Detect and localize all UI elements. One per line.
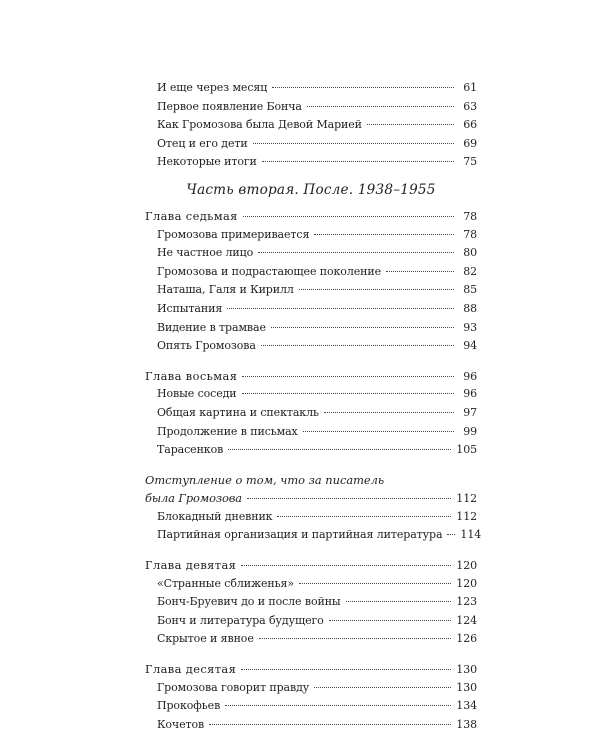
toc-entry[interactable] xyxy=(145,281,477,300)
toc-entry-page: 94 xyxy=(463,339,477,353)
toc-entry[interactable] xyxy=(145,116,477,135)
dot-leader xyxy=(241,669,451,670)
toc-entry-page: 114 xyxy=(460,528,482,542)
toc-entry-title: Блокадный дневник xyxy=(157,509,273,523)
toc-entry-page: 123 xyxy=(456,595,477,609)
toc-chapter-title: Глава восьмая xyxy=(145,368,238,383)
toc-chapter-page: 120 xyxy=(456,559,477,573)
dot-leader xyxy=(277,516,451,517)
dot-leader xyxy=(307,106,454,107)
toc-entry[interactable] xyxy=(145,423,477,442)
toc-entry-title: Громозова говорит правду xyxy=(157,680,310,694)
dot-leader xyxy=(262,161,454,162)
toc-entry-title: Продолжение в письмах xyxy=(157,424,298,438)
part-title: Часть вторая. После. 1938–1955 xyxy=(186,181,436,198)
toc-chapter[interactable] xyxy=(145,556,477,575)
toc-chapter-page: 78 xyxy=(463,209,477,223)
dot-leader xyxy=(386,271,454,272)
toc-entry-title: Наташа, Галя и Кирилл xyxy=(157,283,294,297)
toc-entry-title: Некоторые итоги xyxy=(157,155,257,169)
toc-chapter-title: Глава девятая xyxy=(145,558,237,573)
dot-leader xyxy=(259,638,452,639)
toc-entry[interactable] xyxy=(145,300,477,319)
toc-entry-page: 138 xyxy=(456,717,477,731)
toc-entry-title: Видение в трамвае xyxy=(157,320,266,334)
toc-entry-page: 124 xyxy=(456,613,477,627)
toc-entry-page: 88 xyxy=(463,301,477,315)
toc-entry-title: Не частное лицо xyxy=(157,246,254,260)
toc-entry-title: Испытания xyxy=(157,301,223,315)
dot-leader xyxy=(314,687,451,688)
toc-entry[interactable] xyxy=(145,79,477,98)
toc-entry[interactable] xyxy=(145,337,477,356)
toc-digression-title-line1: Отступление о том, что за писатель xyxy=(145,472,385,487)
dot-leader xyxy=(243,216,454,217)
toc-entry-page: 80 xyxy=(463,246,477,260)
dot-leader xyxy=(447,534,455,535)
dot-leader xyxy=(299,289,454,290)
toc-entry[interactable] xyxy=(145,526,482,545)
toc-entry-page: 69 xyxy=(463,136,477,150)
dot-leader xyxy=(271,327,454,328)
toc-entry-page: 105 xyxy=(456,443,477,457)
toc-entry[interactable] xyxy=(145,385,477,404)
toc-entry-page: 75 xyxy=(463,155,477,169)
toc-entry-page: 85 xyxy=(463,283,477,297)
toc-entry[interactable] xyxy=(145,263,477,282)
toc-entry[interactable] xyxy=(145,135,477,154)
toc-entry-title: Кочетов xyxy=(157,717,205,731)
toc-entry[interactable] xyxy=(145,612,477,631)
toc-entry-page: 93 xyxy=(463,320,477,334)
toc-entry-title: Громозова примеривается xyxy=(157,227,310,241)
toc-entry-page: 97 xyxy=(463,405,477,419)
toc-entry-title: Партийная организация и партийная литература xyxy=(157,528,443,542)
toc-entry-page: 120 xyxy=(456,576,477,590)
toc-entry-page: 99 xyxy=(463,424,477,438)
table-of-contents xyxy=(145,79,482,734)
toc-entry-page: 134 xyxy=(456,699,477,713)
toc-entry-title: Скрытое и явное xyxy=(157,632,254,646)
toc-entry-title: Бонч-Бруевич до и после войны xyxy=(157,595,341,609)
toc-entry-page: 66 xyxy=(463,118,477,132)
toc-entry[interactable] xyxy=(145,244,477,263)
section-gap xyxy=(145,460,477,471)
toc-entry-title: Тарасенков xyxy=(157,443,224,457)
dot-leader xyxy=(247,498,451,499)
toc-entry[interactable] xyxy=(145,575,477,594)
toc-entry[interactable] xyxy=(145,98,477,117)
toc-entry-page: 130 xyxy=(456,680,477,694)
toc-entry[interactable] xyxy=(145,716,477,735)
toc-entry-page: 96 xyxy=(463,387,477,401)
toc-entry-title: Как Громозова была Девой Марией xyxy=(157,118,362,132)
dot-leader xyxy=(299,583,451,584)
dot-leader xyxy=(242,376,454,377)
toc-entry-page: 126 xyxy=(456,632,477,646)
toc-entry-title: Опять Громозова xyxy=(157,339,256,353)
toc-chapter-page: 130 xyxy=(456,663,477,677)
dot-leader xyxy=(253,143,454,144)
toc-entry[interactable] xyxy=(145,153,477,172)
toc-entry-title: Бонч и литература будущего xyxy=(157,613,324,627)
toc-entry-title: Общая картина и спектакль xyxy=(157,405,319,419)
toc-entry-page: 82 xyxy=(463,264,477,278)
toc-entry-title: И еще через месяц xyxy=(157,81,268,94)
toc-chapter[interactable] xyxy=(145,367,477,386)
dot-leader xyxy=(303,431,454,432)
toc-chapter-title: Глава седьмая xyxy=(145,208,238,223)
toc-entry[interactable] xyxy=(145,226,477,245)
toc-entry-page: 61 xyxy=(463,81,477,94)
section-gap xyxy=(145,649,477,660)
toc-entry-title: Первое появление Бонча xyxy=(157,99,302,113)
toc-entry[interactable] xyxy=(145,319,477,338)
toc-chapter-page: 96 xyxy=(463,369,477,383)
dot-leader xyxy=(228,449,451,450)
dot-leader xyxy=(261,345,454,346)
toc-entry[interactable] xyxy=(145,404,477,423)
toc-digression[interactable] xyxy=(145,471,477,490)
dot-leader xyxy=(314,234,454,235)
toc-chapter-title: Глава десятая xyxy=(145,662,237,677)
toc-entry-title: Отец и его дети xyxy=(157,136,248,150)
toc-entry[interactable] xyxy=(145,441,477,460)
toc-digression-line2[interactable] xyxy=(145,489,477,508)
toc-entry[interactable] xyxy=(145,679,477,698)
toc-entry-page: 78 xyxy=(463,227,477,241)
dot-leader xyxy=(346,601,452,602)
toc-digression-page: 112 xyxy=(456,492,477,506)
toc-entry-title: «Странные сближенья» xyxy=(157,576,294,590)
dot-leader xyxy=(225,705,451,706)
dot-leader xyxy=(329,620,452,621)
section-gap xyxy=(145,356,477,367)
toc-entry-page: 63 xyxy=(463,99,477,113)
toc-chapter[interactable] xyxy=(145,207,477,226)
dot-leader xyxy=(242,393,454,394)
toc-entry-page: 112 xyxy=(456,509,477,523)
dot-leader xyxy=(272,87,454,88)
toc-entry-title: Громозова и подрастающее поколение xyxy=(157,264,381,278)
toc-entry[interactable] xyxy=(145,630,477,649)
dot-leader xyxy=(241,565,451,566)
dot-leader xyxy=(209,724,451,725)
dot-leader xyxy=(258,252,454,253)
toc-entry[interactable] xyxy=(145,697,477,716)
toc-entry[interactable] xyxy=(145,593,477,612)
dot-leader xyxy=(227,308,454,309)
toc-chapter[interactable] xyxy=(145,660,477,679)
section-gap xyxy=(145,545,477,556)
dot-leader xyxy=(324,412,454,413)
toc-entry-title: Прокофьев xyxy=(157,699,221,713)
toc-digression-title-line2: была Громозова xyxy=(145,491,242,506)
toc-entry-title: Новые соседи xyxy=(157,387,237,401)
dot-leader xyxy=(367,124,454,125)
toc-entry[interactable] xyxy=(145,508,477,527)
